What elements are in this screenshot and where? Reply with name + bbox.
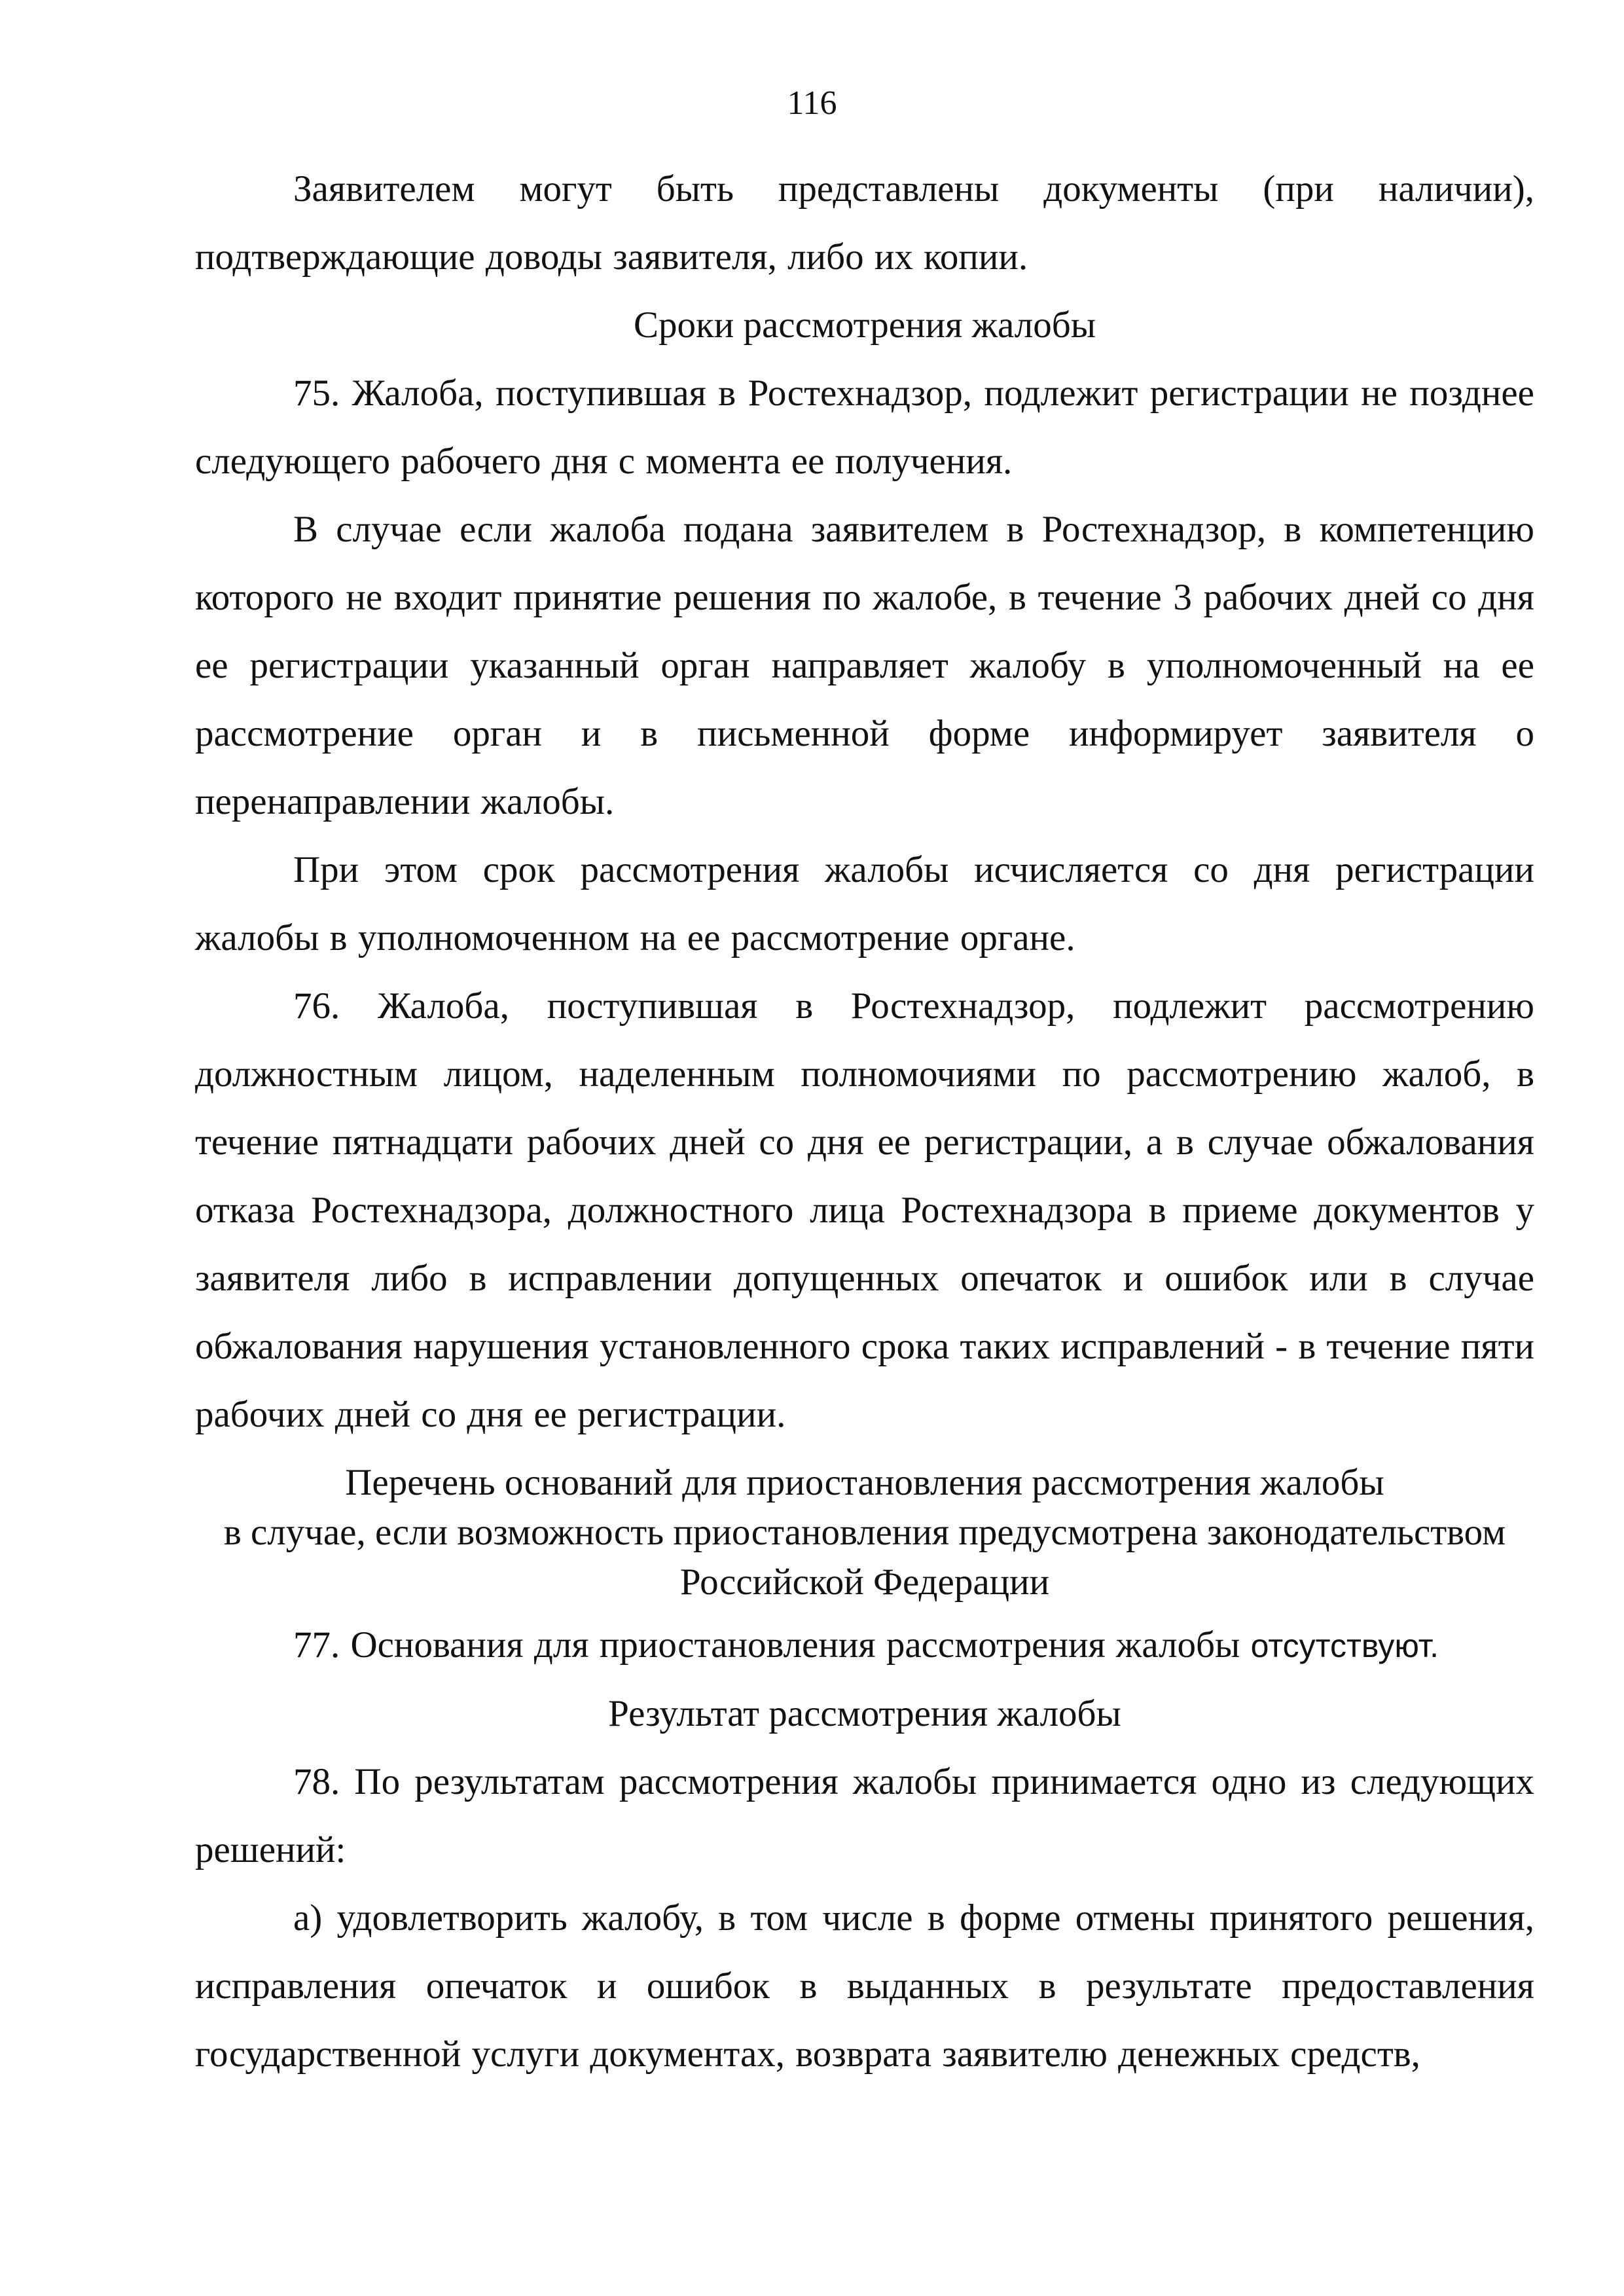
- paragraph-77-tail: отсутствуют.: [1250, 1628, 1439, 1664]
- paragraph-77-text: 77. Основания для приостановления рассмотрения жалобы: [293, 1624, 1251, 1666]
- paragraph-76: 76. Жалоба, поступившая в Ростехнадзор, подлежит рассмотрению должностным лицом, наделенным полномочиями по рассмотрению жалоб, в течение пятнадцати рабочих дней со дня ее регистрации, а в случае обжалования отказа Ростехнадзора, должностного лица Ростехнадзора в приеме документов у заявителя либо в исправлении допущенных опечаток и ошибок или в случае обжалования нарушения установленного срока таких исправлений - в течение пяти рабочих дней со дня ее регистрации.: [195, 985, 1534, 1435]
- heading-review-result: Результат рассмотрения жалобы: [608, 1693, 1121, 1734]
- paragraph-75: 75. Жалоба, поступившая в Ростехнадзор, подлежит регистрации не позднее следующего рабочего дня с момента ее получения.: [195, 373, 1534, 482]
- page-number: 116: [787, 84, 837, 122]
- paragraph-77: [195, 1611, 1534, 1680]
- paragraph-78-a: а) удовлетворить жалобу, в том числе в форме отмены принятого решения, исправления опечаток и ошибок в выданных в результате предоставления государственной услуги документах, возврата заявителю денежных средств,: [195, 1897, 1534, 2075]
- heading-review-deadlines: Сроки рассмотрения жалобы: [634, 304, 1096, 346]
- paragraph-redirect: В случае если жалоба подана заявителем в Ростехнадзор, в компетенцию которого не входит принятие решения по жалобе, в течение 3 рабочих дней со дня ее регистрации указанный орган направляет жалобу в уполномоченный на ее рассмотрение орган и в письменной форме информирует заявителя о перенаправлении жалобы.: [195, 509, 1534, 822]
- paragraph-78: 78. По результатам рассмотрения жалобы принимается одно из следующих решений:: [195, 1761, 1534, 1870]
- heading-line: Перечень оснований для приостановления рассмотрения жалобы: [345, 1462, 1384, 1503]
- paragraph-applicant-documents: Заявителем могут быть представлены документы (при наличии), подтверждающие доводы заявителя, либо их копии.: [195, 168, 1534, 278]
- heading-line: Российской Федерации: [679, 1561, 1050, 1603]
- heading-line: в случае, если возможность приостановления предусмотрена законодательством: [223, 1512, 1506, 1553]
- paragraph-term-start: При этом срок рассмотрения жалобы исчисляется со дня регистрации жалобы в уполномоченном на ее рассмотрение органе.: [195, 849, 1534, 958]
- heading-suspension-grounds: [195, 1449, 1534, 1611]
- document-body: [195, 155, 1534, 2088]
